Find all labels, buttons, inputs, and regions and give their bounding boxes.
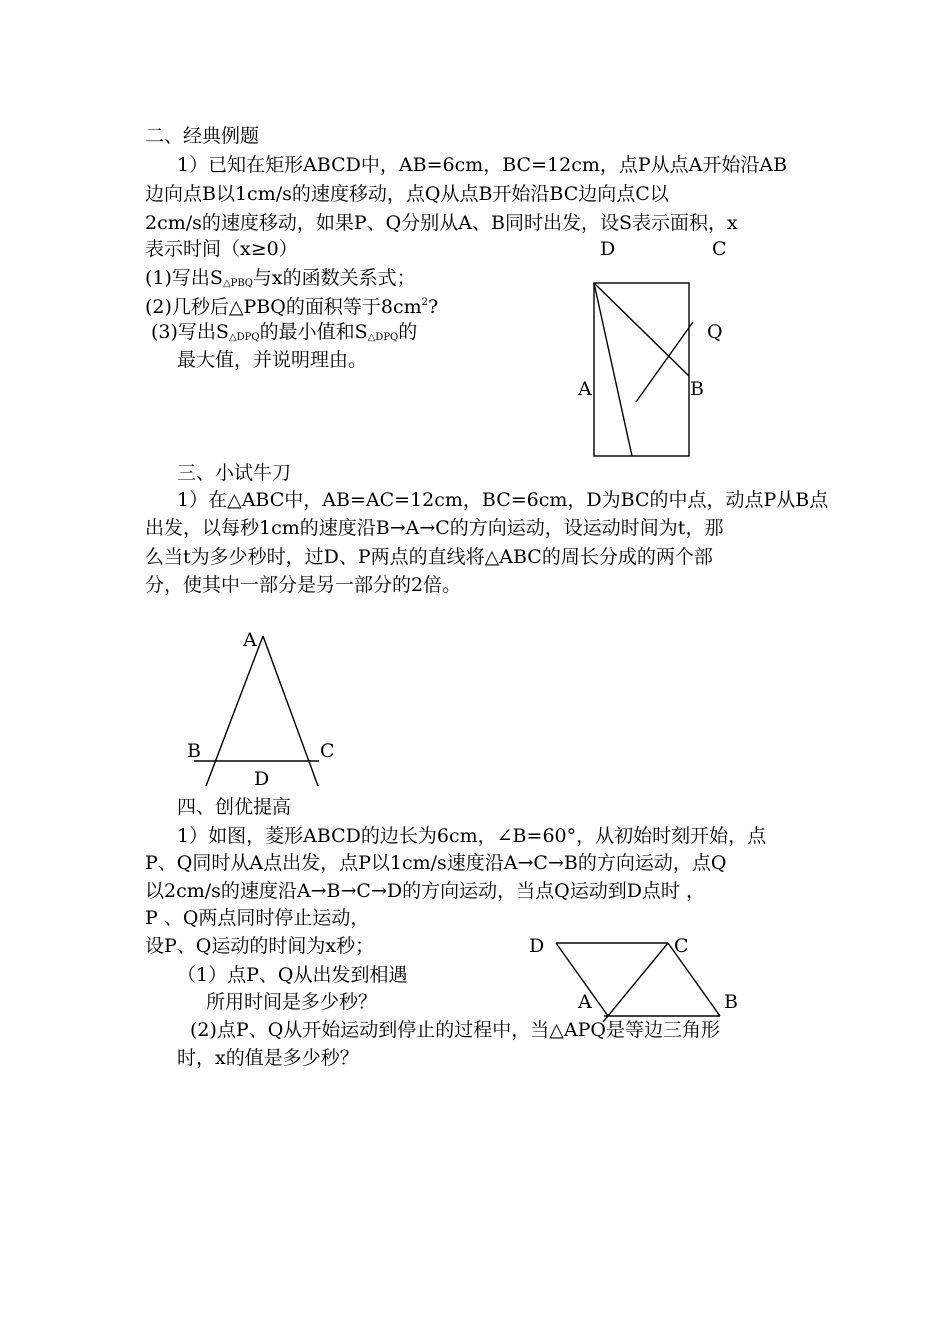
section4-question-1-cont: 所用时间是多少秒？: [206, 991, 378, 1013]
label-d: D: [600, 238, 616, 260]
section3-text-line: 1）在△ABC中，AB=AC=12cm，BC=6cm，D为BC的中点，动点P从B点: [177, 489, 829, 511]
q1-subscript: △PBQ: [222, 278, 253, 289]
section4-question-1: （1）点P、Q从出发到相遇: [177, 964, 408, 986]
q3-subscript-2: △DPQ: [367, 332, 399, 343]
q1-part-a: (1)写出S: [145, 267, 223, 289]
label-d: D: [254, 768, 270, 790]
section4-heading: 四、创优提高: [177, 796, 292, 818]
section4-question-2-cont: 时，x的值是多少秒？: [177, 1047, 359, 1069]
side-ab: [206, 636, 263, 786]
q2-part-b: ?: [427, 296, 439, 318]
section2-text-line: 边向点B以1cm/s的速度移动，点Q从点B开始沿BC边向点C以: [145, 183, 669, 205]
label-b: B: [724, 991, 738, 1013]
diagonal-ac: [603, 943, 668, 1022]
label-a: A: [578, 991, 592, 1013]
triangle-figure: [194, 636, 319, 786]
line-dq: [594, 283, 689, 376]
q3-part-c: 的: [398, 321, 418, 343]
label-q: Q: [707, 321, 723, 343]
label-c: C: [712, 238, 727, 260]
q3-subscript-1: △DPQ: [228, 332, 260, 343]
line-pq: [636, 322, 693, 402]
label-b: B: [187, 740, 201, 762]
label-b: B: [690, 378, 704, 400]
q3-part-a: (3)写出S: [151, 321, 229, 343]
section3-heading: 三、小试牛刀: [177, 462, 292, 484]
section4-text-line: 设P、Q运动的时间为x秒；: [145, 935, 375, 957]
q2-part-a: (2)几秒后△PBQ的面积等于8cm: [145, 296, 422, 318]
side-ac: [263, 636, 318, 786]
section2-text-line: 2cm/s的速度移动，如果P、Q分别从A、B同时出发，设S表示面积，x: [145, 212, 738, 234]
section3-text-line: 出发，以每秒1cm的速度沿B→A→C的方向运动，设运动时间为t，那: [145, 517, 724, 539]
label-c: C: [320, 740, 335, 762]
line-dp: [594, 283, 632, 456]
section2-question-3-cont: 最大值，并说明理由。: [177, 349, 368, 371]
label-a: A: [243, 629, 257, 651]
section3-text-line: 么当t为多少秒时，过D、P两点的直线将△ABC的周长分成的两个部: [145, 546, 713, 568]
label-c: C: [674, 935, 689, 957]
section2-text-line: 表示时间（x≥0）: [145, 238, 298, 260]
q1-part-b: 与x的函数关系式；: [252, 267, 416, 289]
section4-text-line: 以2cm/s的速度沿A→B→C→D的方向运动，当点Q运动到D点时 ，: [145, 880, 705, 902]
section2-text-line: 1）已知在矩形ABCD中，AB=6cm，BC=12cm，点P从点A开始沿AB: [177, 154, 788, 176]
section4-question-2: (2)点P、Q从开始运动到停止的过程中，当△APQ是等边三角形: [190, 1019, 720, 1041]
rectangle-figure: [594, 283, 693, 456]
rectangle-abcd: [594, 283, 689, 456]
section4-text-line: P、Q同时从A点出发，点P以1cm/s速度沿A→C→B的方向运动，点Q: [145, 852, 727, 874]
label-d: D: [529, 935, 545, 957]
q3-part-b: 的最小值和S: [259, 321, 368, 343]
section4-text-line: P 、Q两点同时停止运动，: [145, 907, 370, 929]
label-a: A: [578, 378, 592, 400]
section2-heading: 二、经典例题: [145, 125, 260, 147]
q2-superscript: 2: [421, 297, 428, 308]
section4-text-line: 1）如图，菱形ABCD的边长为6cm，∠B=60°，从初始时刻开始，点: [177, 825, 767, 847]
section3-text-line: 分，使其中一部分是另一部分的2倍。: [145, 574, 462, 596]
